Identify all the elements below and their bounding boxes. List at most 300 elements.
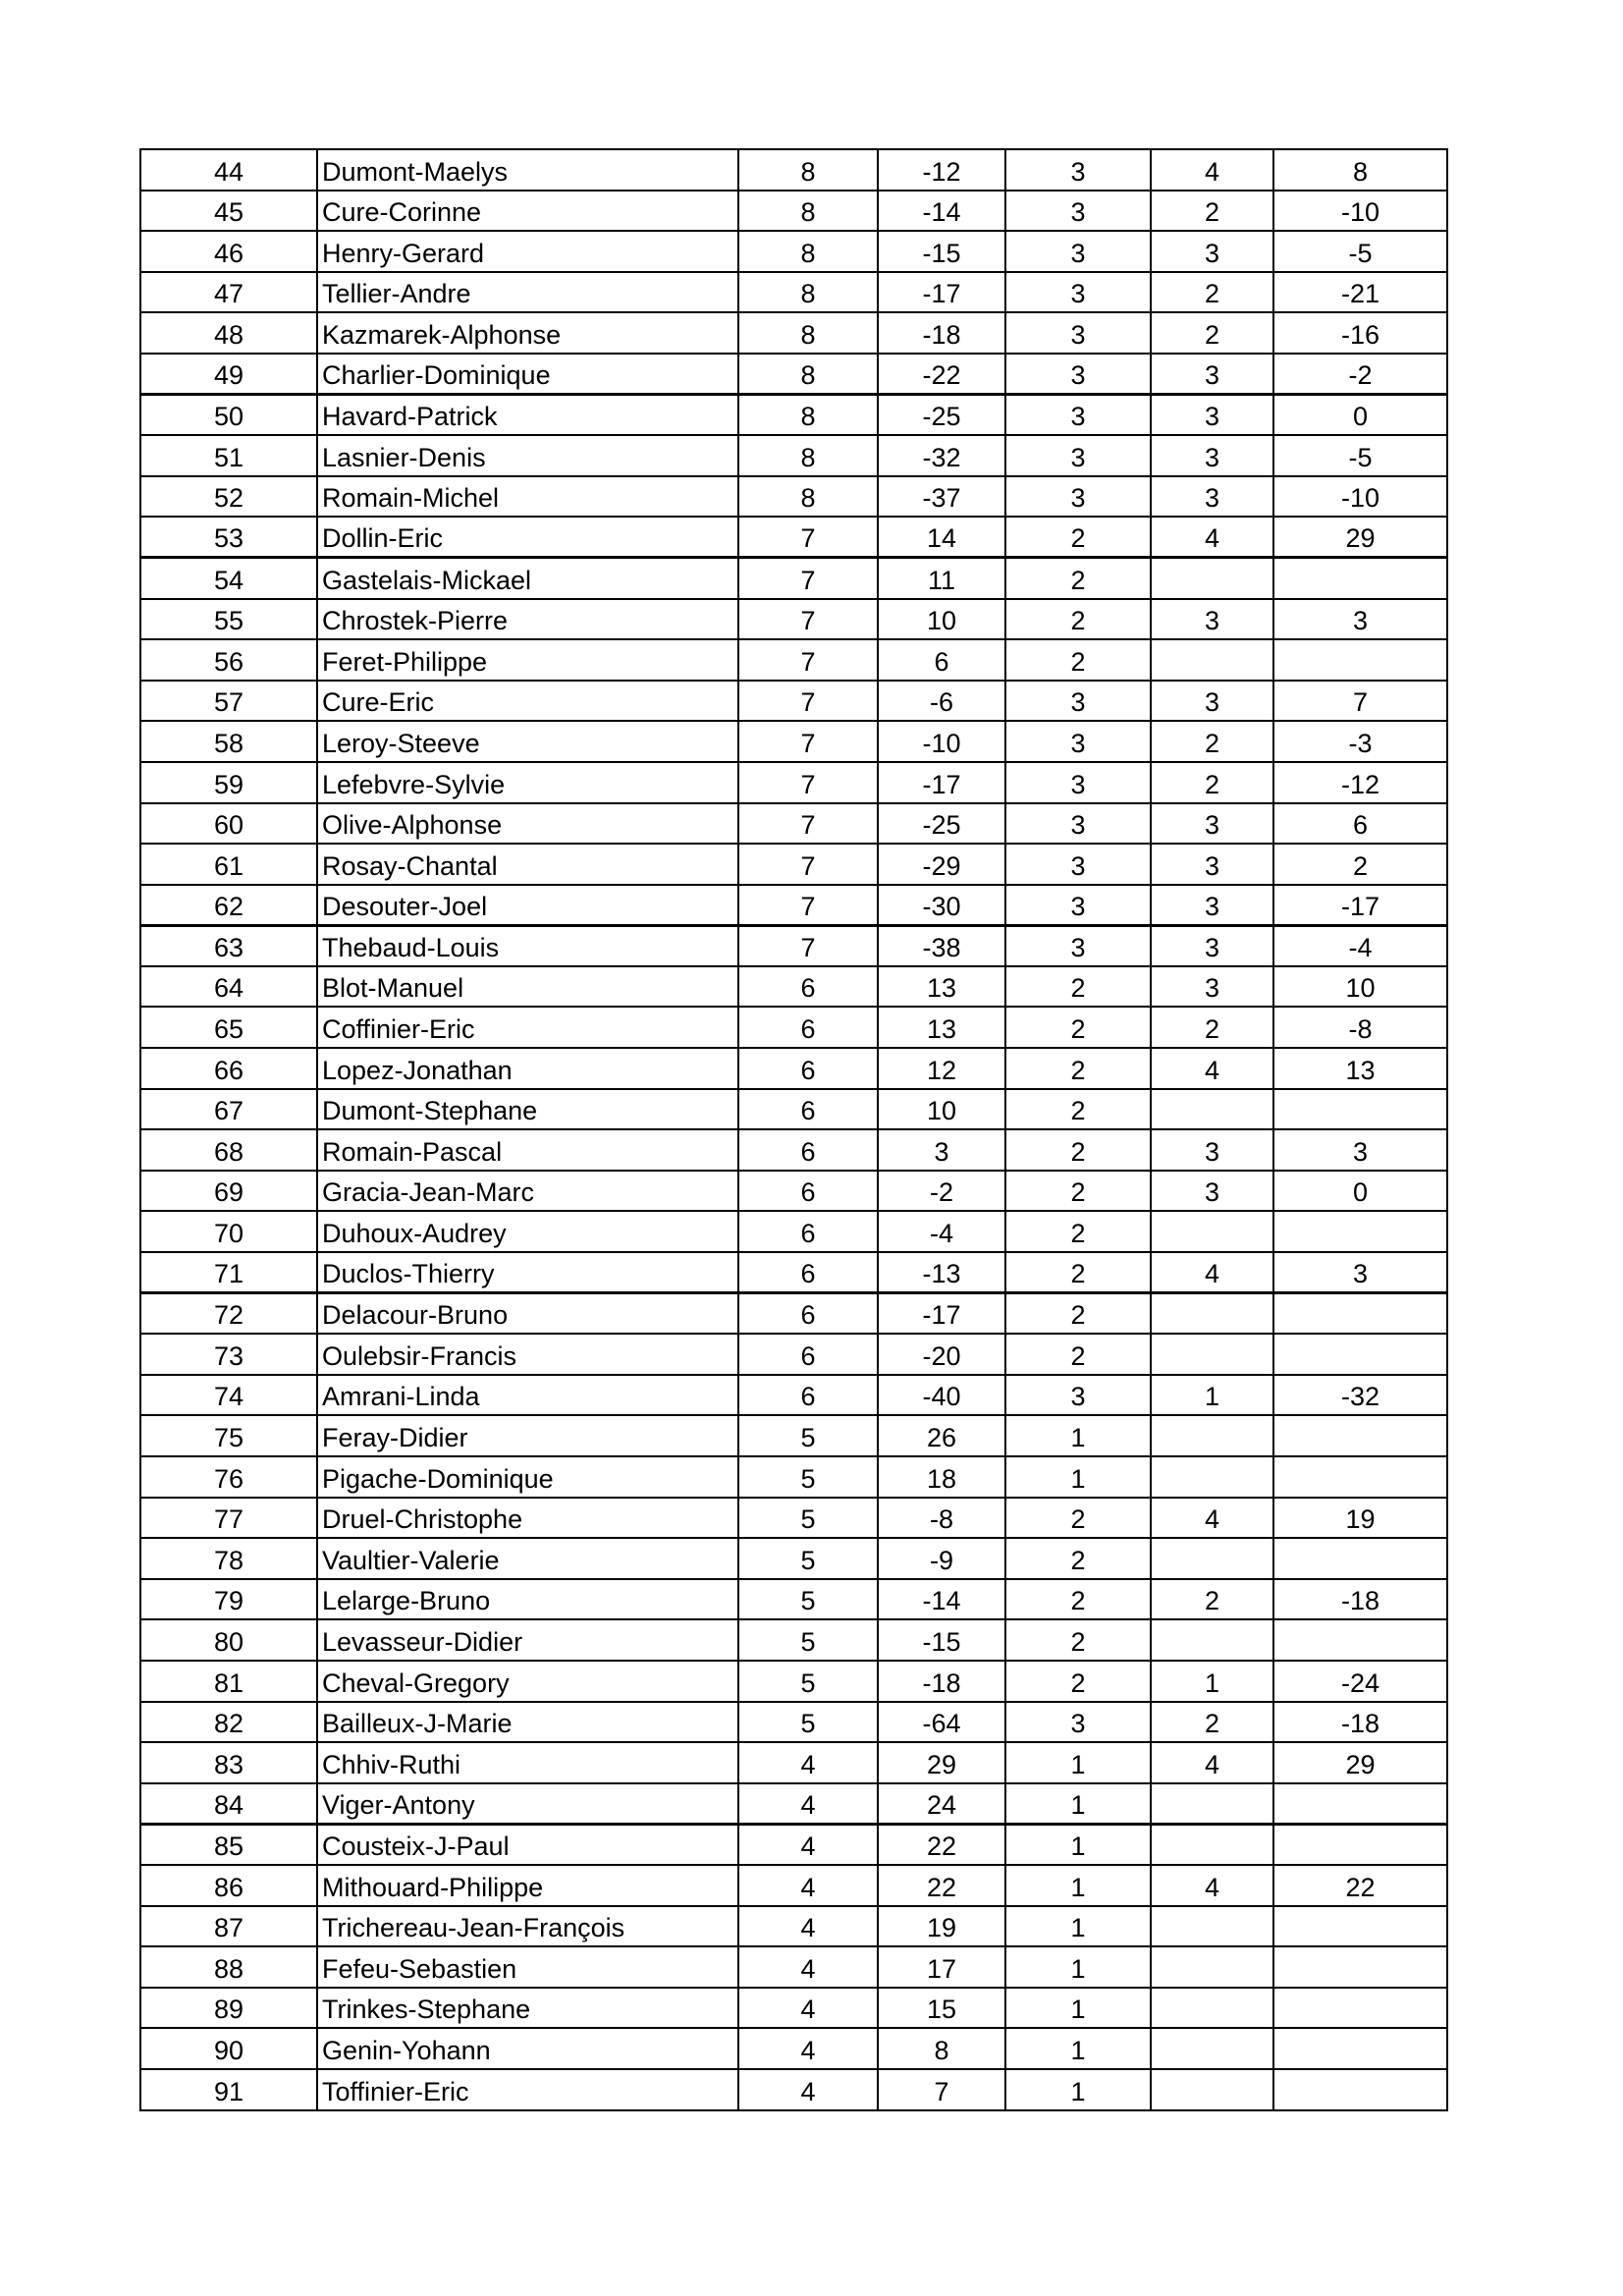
games-cell: 2 (1005, 1211, 1151, 1252)
diff-cell: -12 (878, 149, 1005, 191)
name-cell: Trichereau-Jean-François (317, 1906, 738, 1947)
rank-cell: 61 (140, 844, 317, 885)
rank-cell: 48 (140, 312, 317, 354)
games-cell: 2 (1005, 639, 1151, 681)
total-cell (1273, 1619, 1447, 1661)
name-cell: Fefeu-Sebastien (317, 1946, 738, 1988)
points-cell: 7 (738, 844, 878, 885)
points-cell: 8 (738, 476, 878, 518)
points-cell: 7 (738, 885, 878, 926)
name-cell: Chrostek-Pierre (317, 599, 738, 640)
rank-cell: 71 (140, 1252, 317, 1293)
points-cell: 4 (738, 1988, 878, 2029)
table-row (140, 599, 1447, 640)
total-cell: -4 (1273, 925, 1447, 966)
games-cell: 2 (1005, 1089, 1151, 1130)
table-row (140, 517, 1447, 558)
table-row (140, 1129, 1447, 1171)
points-cell: 8 (738, 272, 878, 313)
extra-cell (1151, 1619, 1273, 1661)
points-cell: 8 (738, 354, 878, 395)
total-cell: -12 (1273, 762, 1447, 803)
total-cell (1273, 1211, 1447, 1252)
extra-cell: 3 (1151, 1129, 1273, 1171)
table-row (140, 762, 1447, 803)
name-cell: Cousteix-J-Paul (317, 1824, 738, 1865)
table-row (140, 395, 1447, 436)
rank-cell: 67 (140, 1089, 317, 1130)
games-cell: 3 (1005, 844, 1151, 885)
points-cell: 7 (738, 558, 878, 599)
diff-cell: -8 (878, 1498, 1005, 1539)
total-cell: -8 (1273, 1007, 1447, 1048)
table-row (140, 803, 1447, 845)
extra-cell (1151, 639, 1273, 681)
points-cell: 7 (738, 762, 878, 803)
games-cell: 2 (1005, 1252, 1151, 1293)
points-cell: 6 (738, 1171, 878, 1212)
games-cell: 2 (1005, 1498, 1151, 1539)
total-cell: 29 (1273, 517, 1447, 558)
games-cell: 2 (1005, 1048, 1151, 1089)
points-cell: 6 (738, 1252, 878, 1293)
name-cell: Romain-Michel (317, 476, 738, 518)
table-row (140, 1456, 1447, 1498)
name-cell: Mithouard-Philippe (317, 1865, 738, 1906)
games-cell: 1 (1005, 1824, 1151, 1865)
table-row (140, 476, 1447, 518)
total-cell: -18 (1273, 1579, 1447, 1620)
diff-cell: 22 (878, 1865, 1005, 1906)
rank-cell: 74 (140, 1375, 317, 1416)
total-cell: -17 (1273, 885, 1447, 926)
extra-cell (1151, 1906, 1273, 1947)
name-cell: Feray-Didier (317, 1415, 738, 1456)
total-cell (1273, 1946, 1447, 1988)
rank-cell: 80 (140, 1619, 317, 1661)
games-cell: 2 (1005, 966, 1151, 1008)
diff-cell: -2 (878, 1171, 1005, 1212)
total-cell: -5 (1273, 231, 1447, 272)
name-cell: Oulebsir-Francis (317, 1334, 738, 1375)
table-row (140, 1824, 1447, 1865)
games-cell: 2 (1005, 517, 1151, 558)
name-cell: Kazmarek-Alphonse (317, 312, 738, 354)
games-cell: 1 (1005, 1415, 1151, 1456)
total-cell (1273, 1824, 1447, 1865)
points-cell: 4 (738, 1824, 878, 1865)
games-cell: 3 (1005, 476, 1151, 518)
table-row (140, 1906, 1447, 1947)
name-cell: Feret-Philippe (317, 639, 738, 681)
rank-cell: 88 (140, 1946, 317, 1988)
diff-cell: -13 (878, 1252, 1005, 1293)
points-cell: 4 (738, 1742, 878, 1783)
table-row (140, 925, 1447, 966)
diff-cell: 29 (878, 1742, 1005, 1783)
extra-cell: 2 (1151, 1579, 1273, 1620)
extra-cell (1151, 2069, 1273, 2110)
games-cell: 3 (1005, 435, 1151, 476)
points-cell: 5 (738, 1415, 878, 1456)
diff-cell: -9 (878, 1538, 1005, 1579)
extra-cell (1151, 1538, 1273, 1579)
points-cell: 6 (738, 1293, 878, 1335)
table-row (140, 272, 1447, 313)
diff-cell: -17 (878, 1293, 1005, 1335)
total-cell: -32 (1273, 1375, 1447, 1416)
rank-cell: 79 (140, 1579, 317, 1620)
diff-cell: 3 (878, 1129, 1005, 1171)
extra-cell: 3 (1151, 844, 1273, 885)
points-cell: 7 (738, 721, 878, 762)
table-body (140, 149, 1447, 2110)
name-cell: Cure-Corinne (317, 191, 738, 232)
extra-cell (1151, 1293, 1273, 1335)
total-cell (1273, 1906, 1447, 1947)
name-cell: Desouter-Joel (317, 885, 738, 926)
table-row (140, 1334, 1447, 1375)
rank-cell: 53 (140, 517, 317, 558)
results-table (139, 148, 1448, 2111)
games-cell: 3 (1005, 272, 1151, 313)
extra-cell: 4 (1151, 1252, 1273, 1293)
total-cell (1273, 1783, 1447, 1825)
rank-cell: 46 (140, 231, 317, 272)
points-cell: 7 (738, 925, 878, 966)
games-cell: 1 (1005, 1783, 1151, 1825)
games-cell: 2 (1005, 599, 1151, 640)
games-cell: 2 (1005, 558, 1151, 599)
points-cell: 8 (738, 191, 878, 232)
diff-cell: 7 (878, 2069, 1005, 2110)
table-row (140, 1089, 1447, 1130)
points-cell: 5 (738, 1702, 878, 1743)
total-cell (1273, 1456, 1447, 1498)
total-cell: 8 (1273, 149, 1447, 191)
name-cell: Cheval-Gregory (317, 1661, 738, 1702)
extra-cell: 4 (1151, 1048, 1273, 1089)
games-cell: 2 (1005, 1007, 1151, 1048)
table-row (140, 191, 1447, 232)
diff-cell: 10 (878, 1089, 1005, 1130)
table-row (140, 1702, 1447, 1743)
diff-cell: 13 (878, 1007, 1005, 1048)
diff-cell: 11 (878, 558, 1005, 599)
extra-cell: 2 (1151, 1007, 1273, 1048)
name-cell: Levasseur-Didier (317, 1619, 738, 1661)
diff-cell: 6 (878, 639, 1005, 681)
rank-cell: 58 (140, 721, 317, 762)
total-cell (1273, 1293, 1447, 1335)
points-cell: 4 (738, 2069, 878, 2110)
total-cell: 29 (1273, 1742, 1447, 1783)
extra-cell: 4 (1151, 149, 1273, 191)
rank-cell: 49 (140, 354, 317, 395)
total-cell: 7 (1273, 681, 1447, 722)
diff-cell: 17 (878, 1946, 1005, 1988)
rank-cell: 78 (140, 1538, 317, 1579)
name-cell: Coffinier-Eric (317, 1007, 738, 1048)
total-cell: -24 (1273, 1661, 1447, 1702)
rank-cell: 47 (140, 272, 317, 313)
rank-cell: 64 (140, 966, 317, 1008)
total-cell: 3 (1273, 599, 1447, 640)
games-cell: 2 (1005, 1661, 1151, 1702)
extra-cell: 3 (1151, 231, 1273, 272)
rank-cell: 82 (140, 1702, 317, 1743)
table-row (140, 2028, 1447, 2069)
table-row (140, 844, 1447, 885)
games-cell: 2 (1005, 1171, 1151, 1212)
name-cell: Lasnier-Denis (317, 435, 738, 476)
extra-cell: 3 (1151, 966, 1273, 1008)
points-cell: 4 (738, 1946, 878, 1988)
rank-cell: 84 (140, 1783, 317, 1825)
name-cell: Vaultier-Valerie (317, 1538, 738, 1579)
total-cell (1273, 558, 1447, 599)
points-cell: 7 (738, 639, 878, 681)
table-row (140, 1211, 1447, 1252)
diff-cell: -38 (878, 925, 1005, 966)
name-cell: Charlier-Dominique (317, 354, 738, 395)
name-cell: Trinkes-Stephane (317, 1988, 738, 2029)
name-cell: Druel-Christophe (317, 1498, 738, 1539)
extra-cell: 4 (1151, 1742, 1273, 1783)
diff-cell: 8 (878, 2028, 1005, 2069)
points-cell: 7 (738, 803, 878, 845)
games-cell: 1 (1005, 1988, 1151, 2029)
points-cell: 5 (738, 1619, 878, 1661)
rank-cell: 52 (140, 476, 317, 518)
diff-cell: -40 (878, 1375, 1005, 1416)
total-cell (1273, 1415, 1447, 1456)
table-row (140, 1171, 1447, 1212)
total-cell: 19 (1273, 1498, 1447, 1539)
extra-cell (1151, 1211, 1273, 1252)
rank-cell: 85 (140, 1824, 317, 1865)
rank-cell: 73 (140, 1334, 317, 1375)
extra-cell: 2 (1151, 1702, 1273, 1743)
points-cell: 7 (738, 681, 878, 722)
total-cell: 22 (1273, 1865, 1447, 1906)
name-cell: Dumont-Maelys (317, 149, 738, 191)
table-row (140, 1538, 1447, 1579)
games-cell: 3 (1005, 885, 1151, 926)
games-cell: 3 (1005, 312, 1151, 354)
extra-cell (1151, 1334, 1273, 1375)
table-row (140, 1946, 1447, 1988)
points-cell: 5 (738, 1579, 878, 1620)
extra-cell: 3 (1151, 354, 1273, 395)
diff-cell: -17 (878, 272, 1005, 313)
rank-cell: 59 (140, 762, 317, 803)
table-row (140, 1988, 1447, 2029)
rank-cell: 56 (140, 639, 317, 681)
games-cell: 1 (1005, 1906, 1151, 1947)
table-row (140, 966, 1447, 1008)
name-cell: Amrani-Linda (317, 1375, 738, 1416)
table-row (140, 1498, 1447, 1539)
extra-cell: 3 (1151, 1171, 1273, 1212)
rank-cell: 66 (140, 1048, 317, 1089)
extra-cell: 3 (1151, 599, 1273, 640)
name-cell: Duhoux-Audrey (317, 1211, 738, 1252)
diff-cell: 12 (878, 1048, 1005, 1089)
name-cell: Gracia-Jean-Marc (317, 1171, 738, 1212)
name-cell: Havard-Patrick (317, 395, 738, 436)
table-row (140, 1661, 1447, 1702)
table-row (140, 1007, 1447, 1048)
name-cell: Genin-Yohann (317, 2028, 738, 2069)
rank-cell: 76 (140, 1456, 317, 1498)
games-cell: 2 (1005, 1334, 1151, 1375)
extra-cell: 3 (1151, 435, 1273, 476)
rank-cell: 63 (140, 925, 317, 966)
name-cell: Duclos-Thierry (317, 1252, 738, 1293)
total-cell: -10 (1273, 191, 1447, 232)
rank-cell: 54 (140, 558, 317, 599)
rank-cell: 91 (140, 2069, 317, 2110)
games-cell: 3 (1005, 191, 1151, 232)
points-cell: 8 (738, 231, 878, 272)
extra-cell: 3 (1151, 476, 1273, 518)
games-cell: 2 (1005, 1293, 1151, 1335)
points-cell: 8 (738, 435, 878, 476)
table-row (140, 149, 1447, 191)
extra-cell (1151, 1824, 1273, 1865)
rank-cell: 69 (140, 1171, 317, 1212)
games-cell: 3 (1005, 149, 1151, 191)
name-cell: Pigache-Dominique (317, 1456, 738, 1498)
extra-cell: 3 (1151, 681, 1273, 722)
rank-cell: 77 (140, 1498, 317, 1539)
total-cell: 6 (1273, 803, 1447, 845)
points-cell: 4 (738, 1906, 878, 1947)
diff-cell: 15 (878, 1988, 1005, 2029)
total-cell: -5 (1273, 435, 1447, 476)
rank-cell: 45 (140, 191, 317, 232)
name-cell: Chhiv-Ruthi (317, 1742, 738, 1783)
games-cell: 1 (1005, 1456, 1151, 1498)
extra-cell: 4 (1151, 1865, 1273, 1906)
total-cell: 3 (1273, 1129, 1447, 1171)
games-cell: 3 (1005, 395, 1151, 436)
total-cell (1273, 1089, 1447, 1130)
name-cell: Lelarge-Bruno (317, 1579, 738, 1620)
rank-cell: 60 (140, 803, 317, 845)
diff-cell: -20 (878, 1334, 1005, 1375)
table-row (140, 1865, 1447, 1906)
extra-cell (1151, 1988, 1273, 2029)
table-row (140, 312, 1447, 354)
table-row (140, 354, 1447, 395)
games-cell: 3 (1005, 721, 1151, 762)
games-cell: 3 (1005, 354, 1151, 395)
extra-cell: 3 (1151, 885, 1273, 926)
games-cell: 3 (1005, 925, 1151, 966)
rank-cell: 62 (140, 885, 317, 926)
rank-cell: 90 (140, 2028, 317, 2069)
table-row (140, 1415, 1447, 1456)
points-cell: 6 (738, 966, 878, 1008)
table-row (140, 231, 1447, 272)
table-row (140, 2069, 1447, 2110)
diff-cell: -32 (878, 435, 1005, 476)
extra-cell: 2 (1151, 191, 1273, 232)
rank-cell: 75 (140, 1415, 317, 1456)
total-cell (1273, 1988, 1447, 2029)
name-cell: Rosay-Chantal (317, 844, 738, 885)
extra-cell: 2 (1151, 762, 1273, 803)
diff-cell: 13 (878, 966, 1005, 1008)
name-cell: Thebaud-Louis (317, 925, 738, 966)
total-cell (1273, 2028, 1447, 2069)
table-row (140, 1579, 1447, 1620)
name-cell: Dollin-Eric (317, 517, 738, 558)
points-cell: 5 (738, 1456, 878, 1498)
diff-cell: -10 (878, 721, 1005, 762)
extra-cell (1151, 1415, 1273, 1456)
rank-cell: 51 (140, 435, 317, 476)
points-cell: 4 (738, 2028, 878, 2069)
total-cell: 0 (1273, 395, 1447, 436)
table-row (140, 721, 1447, 762)
name-cell: Dumont-Stephane (317, 1089, 738, 1130)
total-cell: -3 (1273, 721, 1447, 762)
points-cell: 6 (738, 1375, 878, 1416)
name-cell: Leroy-Steeve (317, 721, 738, 762)
extra-cell (1151, 1456, 1273, 1498)
extra-cell: 2 (1151, 312, 1273, 354)
rank-cell: 65 (140, 1007, 317, 1048)
diff-cell: 18 (878, 1456, 1005, 1498)
total-cell: 13 (1273, 1048, 1447, 1089)
total-cell: -21 (1273, 272, 1447, 313)
diff-cell: -18 (878, 312, 1005, 354)
diff-cell: -17 (878, 762, 1005, 803)
diff-cell: 10 (878, 599, 1005, 640)
diff-cell: -30 (878, 885, 1005, 926)
diff-cell: 19 (878, 1906, 1005, 1947)
diff-cell: -14 (878, 1579, 1005, 1620)
points-cell: 4 (738, 1865, 878, 1906)
extra-cell (1151, 1783, 1273, 1825)
games-cell: 2 (1005, 1619, 1151, 1661)
points-cell: 7 (738, 517, 878, 558)
points-cell: 8 (738, 312, 878, 354)
games-cell: 3 (1005, 231, 1151, 272)
diff-cell: -25 (878, 803, 1005, 845)
table-row (140, 1619, 1447, 1661)
name-cell: Viger-Antony (317, 1783, 738, 1825)
total-cell (1273, 2069, 1447, 2110)
rank-cell: 89 (140, 1988, 317, 2029)
points-cell: 5 (738, 1498, 878, 1539)
rank-cell: 44 (140, 149, 317, 191)
total-cell: -18 (1273, 1702, 1447, 1743)
name-cell: Blot-Manuel (317, 966, 738, 1008)
extra-cell (1151, 2028, 1273, 2069)
games-cell: 1 (1005, 1946, 1151, 1988)
diff-cell: -22 (878, 354, 1005, 395)
games-cell: 3 (1005, 681, 1151, 722)
extra-cell (1151, 1946, 1273, 1988)
extra-cell: 4 (1151, 1498, 1273, 1539)
name-cell: Romain-Pascal (317, 1129, 738, 1171)
name-cell: Delacour-Bruno (317, 1293, 738, 1335)
diff-cell: -15 (878, 231, 1005, 272)
